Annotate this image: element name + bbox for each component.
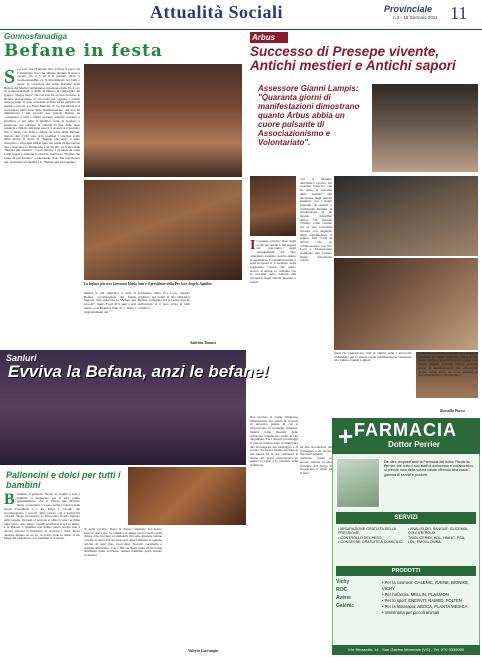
presepe-photo-2 xyxy=(250,176,296,236)
list-item: LDL, EMOGLOBINA. xyxy=(408,540,442,545)
article-body-column: con il Maestro dell'Antico Cirolio. Un costante intreccio che ha unito la sacralità della natività alla riscoperta degli antichi mestieri, con i degni figuranti di antichi e tradizionali mestieri, la ricostruzione di un mondo contadino antico. Un presepe vivente, come vivente era la vita contadina ricreata con impegno dagli organizzatori, il gruppo folk "Città di Arbus" che in collaborazione con Pro Loco e l'Assessorato comunale alla Cultura hanno fortemente voluto. xyxy=(300,178,332,263)
list-item: • CONTROLLO DEL PESO, xyxy=(338,535,383,540)
list-item: • CONSEGNE GRATUITE A DOMICILIO. xyxy=(338,540,404,545)
article-title: Evviva la Befana, anzi le befane! xyxy=(8,362,269,381)
list-item: • MISURAZIONE GRATUITA DELLA PRESSIONE, xyxy=(338,527,396,536)
list-item: TRIGLICERIDI, HDL, HBA1C, PSA, xyxy=(408,535,466,540)
drop-cap: B xyxy=(4,493,15,508)
ad-pharmacy-owner: Dottor Perrier xyxy=(388,440,441,449)
article-text: l presepe vivente, visto dagli occhi più attenti e più segreti nel panorama degli appuntamenti del fitto calendario natalizio, non ha deluso le aspettative. La manifestazione è stata proposta il 2 Gennaio nella suggestiva cornice del centro storico di Arbus. Ci vediamo con la sacralità della natività alla riscoperta degli antichi mestieri e sapori. xyxy=(250,240,296,284)
newspaper-logo: Provinciale xyxy=(384,4,433,14)
ad-pharmacy-name: FARMACIA xyxy=(354,420,457,440)
pharmacy-cross-icon: + xyxy=(338,421,354,451)
presepe-photo-4 xyxy=(334,258,478,350)
ad-products-title: PRODOTTI xyxy=(336,566,476,576)
author-signature: Valeria Carcangiu xyxy=(188,648,219,653)
presepe-photo-3 xyxy=(334,176,478,256)
section-title: Attualità Sociali xyxy=(150,2,283,22)
list-item: • ANALISI DEL SANGUE: GLICEMIA, COLESTEROLO, xyxy=(408,527,469,536)
brand-logo: Vichy xyxy=(336,579,350,585)
ad-services-list-right xyxy=(408,527,476,545)
list-item: • Per l'infanzia: MELLIN, PLASMON xyxy=(382,592,449,597)
ad-services-list-left xyxy=(338,527,406,545)
article-text: ambina, 6 gennaio. Suona la sveglia e tutti i bambini si preparano per il loro primo appuntamento. Ore 9. Piazza San Martino inizia a popolarsi. Ci sono anche i ragazzi della banda Ponchielli e i Re Magi a cavallo che accompagnano i piccoli dalla piazza con i palloncini colorati. Tappa successiva: la Parrocchia Nostra Signora delle Grazie. Davanti al portone si affaccia una vecchina tutta curva, naso lungo, capelli arruffati e scopa in mano: è la Befana. I bambini non hanno paura perché non è ancora arrivato il momento di ricevere i doni. Dopo qualche minuto se ne va, di scatto cede la mano al Re Magi che l'aspettava, ed i bambini la scortano xyxy=(4,493,80,541)
ad-brand-logos xyxy=(336,578,378,642)
list-item: • Per lo sport: ENERVIT, NAMED, FOLTEN xyxy=(382,598,462,603)
list-item: • Per la cosmesi: GALENIC, AVENE, BIONIKE, VICHY xyxy=(382,580,470,591)
issue-date: n.2 - 15 Gennaio 2011 xyxy=(393,15,438,20)
list-item: • Per la fitoterapia: ABOCA, PLANTA MEDICA xyxy=(382,604,468,609)
author-signature: Sabrina Tomasi xyxy=(190,340,216,345)
brand-logo: ROC xyxy=(336,587,348,593)
article-text: e è vero che l'Epifania tutte le feste si porta via è altrettanto vero che almeno durante la notte a cavallo tra il 5 ed il 6 gennaio 2011, a Gonnosfanadiga c'è il divertimento tra balli e risate. In occasione del Santo Radamo della Befane del Medio Campidano organizzata dalla Pro Loco di Gonnosfanadiga, a ritmo di musica in compagnia del gruppo "Happy Days" che con brio ha accorso la notte, le Befane protagoniste, in ottocento per oggetto, i vestiti delle la palio, si sono scatenate di feste ad un pubblico di grandi e piccoli. La Festa Mercato di via Pabillonis si è trasformata nella sede della manifestazione, che non ha dimenticato i più piccoli: una grande Befana ha consegnato a tutti i bimbi presenti qualche dolcetto e giochino, e per tutto il pubblico fette di panduro e panettone, per salutare in allegria la fine delle feste natalizie e l'inizio dell'anno nuovo. L'evento si è protratto fino a tardi, con balli e sfilate da parte delle Befane; intorno alle 23.30 sono stati premiati i vincitori scelti dalla giuria. Il titolo di "Befana più sexy" è stato assegnato a Giovanni Mario Sais, nei panni di una befana alta e slanciata, in minigonna e tacchi alti. La scelta della "Befana più anziana", a pari merito, è ricaduta su Gina Luigi Sogus e Antonia Uccheddu, mentre la "Befana che viene da più lontano" a Alessandro Sais. Ma non finisce qui. Antonella Uccheddu è la "Befana più stravagante", xyxy=(4,68,80,164)
article-body-column xyxy=(4,68,80,333)
ad-products-list xyxy=(382,580,476,616)
article-location-tag: Gonnosfanadiga xyxy=(4,32,68,41)
befana-photo-1 xyxy=(84,64,242,177)
article-body-column: ed alla lavorazione del formaggio e di ricotta. Successivamente venivano tosate le pecore, mentre in altre botteghe del borgo si lavoravano il legno ed il ferro. xyxy=(300,446,332,475)
author-signature: Rossella Porcu xyxy=(440,408,465,413)
article-body-column: presidente della Pro Loco, Angelo Agabbio, nei panni di una simpatica Befana, sodisfatto per la buona riuscita dell'evento, si è dato avvio ai balli collettivi. xyxy=(138,292,190,310)
article-title: Befane in festa xyxy=(4,41,163,61)
drop-cap: I xyxy=(250,240,256,253)
photo-caption: La befana più sexy Giovanni Mario Saia e il presidente della Pro loco Angelo Agabbio xyxy=(84,282,212,286)
article-body-column: Nel vecchio la soglia d'ingresso l'impressione era quella di trovarsi in un'antica piazza in cui si affacciavano le botteghe artigiane, mentre dalle finestre delle abitazioni trapelavano suoni di vita quotidiana. Tra i diversi personaggi il pastore intento dopo la mungitura alla lavorazione del formaggio e di ricotta. Su fornei intanto sicchina la sua tapera ed in sua vicinanza le donne del paese preparavano su spiedo la carne e le pietanze della tradizione. xyxy=(250,416,298,468)
presepe-photo-1 xyxy=(372,84,478,172)
article-title: Successo di Presepe vivente, Antichi mestieri e Antichi sapori xyxy=(250,44,456,73)
article-body-column: di nulla eccetto. Dopo la messa celebrata dal nostro parroco don Lino, la comitiva si dirige verso l'uscita della chiesa dove trovano ad attenderli ben sette giunone befane cariche di dolci. Un successo per ogni bambino: le ognuna dolcini di ogni tipo. Cioccolini, biscotti, caramelle e gomme americane. Con i 300 sacchetti pieni di leccornie distribuiti dalle vecchine, nessun bambino potrà restare scontento. xyxy=(84,528,162,557)
befana-photo-2 xyxy=(84,180,242,280)
quote-column: "L'Amministrazione comunale non manca di sostenere le valide iniziative culturali che danno vitalità e vivacità al nostro paese. Con Natale Insieme abbiamo offerto quaranta giorni di manifestazioni che dimostrano quanto Arbus abbia un cuore pulsante di Associazionismo e Volontariato". xyxy=(418,352,478,378)
brand-logo: Avène xyxy=(336,595,351,601)
article-subtitle: Palloncini e dolci per tutti i bambini xyxy=(6,470,121,490)
befana-photo-3 xyxy=(128,467,246,525)
article-body-column: giani che preparavano tutti in vimini, selle e terrecotte. Soddisfatto per la riuscita della manifestazione l'assessore alla Cultura Gianni Lampis. xyxy=(334,352,412,363)
ad-storefront-photo xyxy=(336,458,380,508)
article-body-column xyxy=(4,493,80,648)
article-location-tag: Arbus xyxy=(250,32,288,43)
article-location-tag: Sanluri xyxy=(6,353,37,363)
article-body-column xyxy=(250,240,296,412)
article-subtitle: Assessore Gianni Lampis: "Quaranta giorni di manifestazioni dimostrano quanto Arbus abbia un cuore pulsante di Associazionismo e Volontariato". xyxy=(258,84,360,147)
list-item: • Veterinaria per piccoli animali xyxy=(382,610,440,615)
ad-intro-text: Da oltre cinquant'anni la Farmacia del dottor Riccardo Perrier, con tutto il suo staff di dottoresse e collaboratori, si prende cura della vostra salute offrendo una vasta gamma di servizi e prodotti. xyxy=(384,460,474,477)
page-number: 11 xyxy=(450,3,468,23)
drop-cap: S xyxy=(4,68,16,88)
ad-services-title: SERVIZI xyxy=(336,512,476,524)
article-body-column: mentre la più simpatica è stata la Befana accompagnata dal fedele Signore. Non mancano le "Befane più piccole": Ilenia Fosci di 9 anni a pari merito con Federica Pani di 7. Dopo i ringraziamenti del xyxy=(84,292,136,314)
brand-logo: Galénic xyxy=(336,603,355,609)
ad-address: V.le Rinascita, 14 - San Gavino Monreale (VS) - Tel. 070 9339090 xyxy=(332,645,480,655)
